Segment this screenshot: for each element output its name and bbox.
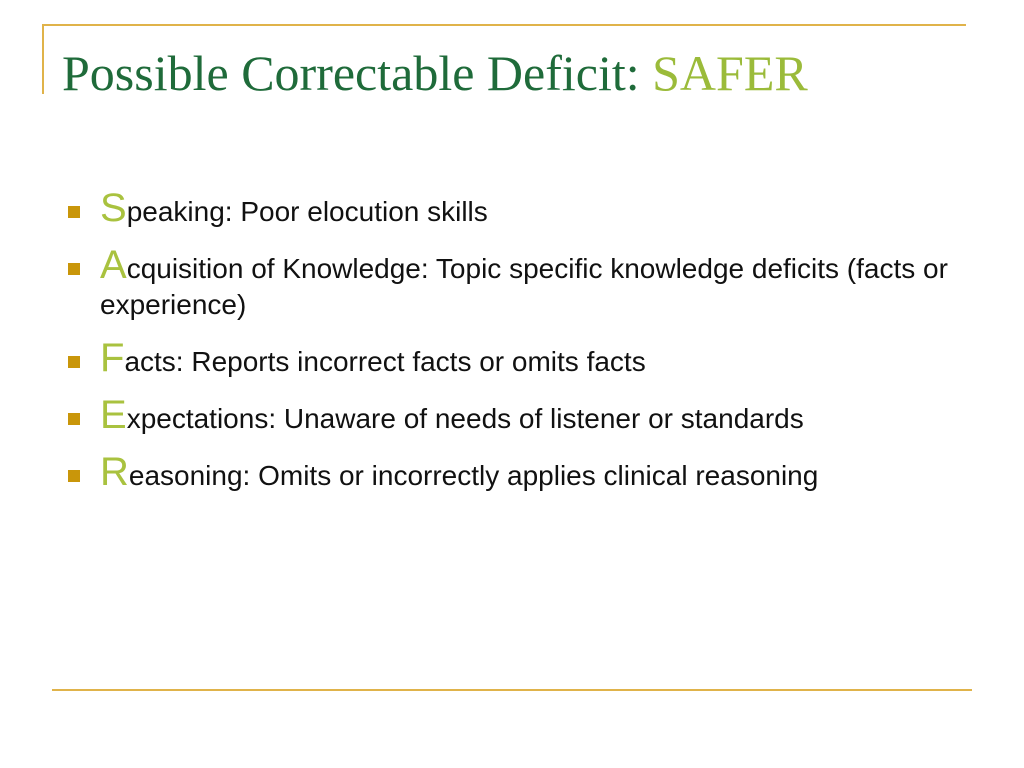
square-bullet-icon [68,206,80,218]
bullet-list [62,186,962,511]
square-bullet-icon [68,263,80,275]
bullet-item-speaking [62,186,962,230]
bullet-text: xpectations: Unaware of needs of listener or standards [126,403,804,434]
bullet-text: easoning: Omits or incorrectly applies clinical reasoning [128,460,819,491]
slide-title [62,40,808,106]
bullet-text: peaking: Poor elocution skills [126,196,488,227]
bullet-text: cquisition of Knowledge: Topic specific knowledge deficits (facts or experience) [100,253,948,320]
bullet-text: acts: Reports incorrect facts or omits facts [124,346,646,377]
bullet-item-facts [62,336,962,380]
bullet-item-expectations [62,393,962,437]
frame-bottom-rule [52,689,972,691]
bullet-initial: A [100,243,127,287]
bullet-initial: S [100,186,127,230]
square-bullet-icon [68,413,80,425]
title-main-text: Possible Correctable Deficit: [62,45,653,101]
bullet-initial: F [100,336,125,380]
bullet-item-acquisition [62,243,962,323]
square-bullet-icon [68,470,80,482]
frame-top-rule [42,24,966,26]
bullet-initial: R [100,450,129,494]
bullet-initial: E [100,393,127,437]
bullet-item-reasoning [62,450,962,494]
square-bullet-icon [68,356,80,368]
title-accent-text: SAFER [652,45,808,101]
frame-left-rule [42,24,44,94]
